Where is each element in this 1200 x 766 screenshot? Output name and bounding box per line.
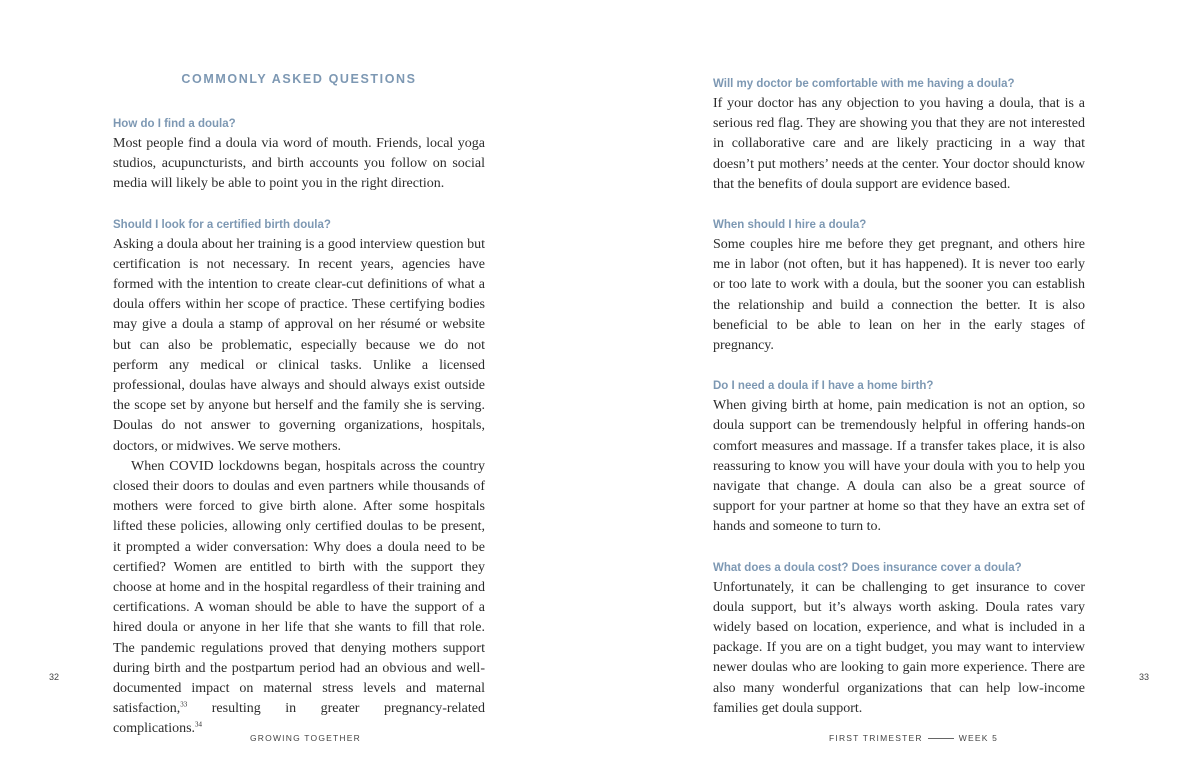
- page-number: 32: [49, 672, 60, 682]
- answer-paragraph-covid: [113, 457, 485, 740]
- page-number: 33: [1139, 672, 1150, 682]
- running-footer: GROWING TOGETHER: [250, 733, 361, 743]
- question-heading: Will my doctor be comfortable with me having a doula?: [713, 78, 1015, 90]
- faq-doctor-comfortable: [713, 74, 1085, 195]
- running-footer: [829, 733, 998, 743]
- faq-find-doula: [113, 114, 485, 195]
- question-heading: Should I look for a certified birth doula?: [113, 218, 331, 231]
- question-heading: How do I find a doula?: [113, 118, 236, 130]
- faq-doula-cost: [713, 558, 1085, 719]
- answer-paragraph: Unfortunately, it can be challenging to get insurance to cover doula support, but it’s always worth asking. Doula rates vary widely based on location, experience, and what is included in a package. If you are on a tight budget, you may want to interview newer doulas who are looking to gain more experience. There are also many wonderful organizations that can help low-income families get doula support.: [713, 579, 1085, 716]
- footnote-ref: 34: [195, 720, 203, 729]
- answer-paragraph: Most people find a doula via word of mouth. Friends, local yoga studios, acupuncturists, and birth accounts you follow on social media will likely be able to point you in the right direction.: [113, 136, 485, 192]
- faq-home-birth: [713, 376, 1085, 537]
- right-column: [713, 74, 1085, 739]
- footer-chapter: FIRST TRIMESTER: [829, 733, 923, 743]
- question-heading: What does a doula cost? Does insurance cover a doula?: [713, 561, 1022, 574]
- question-heading: Do I need a doula if I have a home birth?: [713, 380, 934, 393]
- faq-certified-doula: [113, 215, 485, 740]
- answer-paragraph: Asking a doula about her training is a good interview question but certification is not necessary. In recent years, agencies have formed with the intention to create clear-cut definitions of what a doula offers within her scope of practice. These certifying bodies may give a doula a stamp of approval on her résumé or website but can also be problematic, especially because we do not perform any medical or clinical tasks. Unlike a licensed professional, doulas have always and should always exist outside the scope set by anyone but herself and the family she is serving. Doulas do not answer to governing organizations, hospitals, doctors, or midwives. We serve mothers.: [113, 236, 485, 454]
- paragraph-text: When COVID lockdowns began, hospitals across the country closed their doors to doulas and even partners while thousands of mothers were forced to give birth alone. After some hospitals lifted these policies, allowing only certified doulas to be present, it prompted a wider conversation: Why does a doula need to be certified? Women are entitled to birth with the support they choose at home and in the hospital regardless of their training and certifications. A woman should be able to have the support of a hired doula or anyone in her life that she wants to fill that role. The pandemic regulations proved that denying mothers support during birth and the postpartum period had an obvious and well-documented impact on maternal stress levels and maternal satisfaction,: [113, 458, 485, 717]
- answer-paragraph: Some couples hire me before they get pregnant, and others hire me in labor (not often, but it has happened). It is never too early or too late to work with a doula, but the sooner you can establish the relationship and build a connection the better. It is also beneficial to be able to lean on her in the early stages of pregnancy.: [713, 237, 1085, 354]
- footer-divider: [928, 738, 954, 739]
- paragraph-text-tail: resulting in greater pregnancy-related complications.: [113, 701, 485, 737]
- left-column: [113, 114, 485, 760]
- section-title: COMMONLY ASKED QUESTIONS: [181, 72, 417, 86]
- faq-when-hire: [713, 215, 1085, 356]
- footer-week: WEEK 5: [958, 733, 999, 743]
- footnote-ref: 33: [180, 700, 188, 709]
- right-page: [600, 0, 1200, 766]
- answer-paragraph: If your doctor has any objection to you having a doula, that is a serious red flag. They are showing you that they are not interested in collaborative care and are likely practicing in a way that doesn’t put mothers’ needs at the center. Your doctor should know that the benefits of doula support are evidence based.: [713, 96, 1085, 192]
- question-heading: When should I hire a doula?: [713, 219, 867, 232]
- answer-paragraph: When giving birth at home, pain medication is not an option, so doula support can be tremendously helpful in offering hands-on comfort measures and massage. If a transfer takes place, it is also reassuring to know you will have your doula with you to help you navigate that change. A doula can also be a great source of support for your partner at home so that they have an extra set of hands and someone to turn to.: [713, 398, 1085, 535]
